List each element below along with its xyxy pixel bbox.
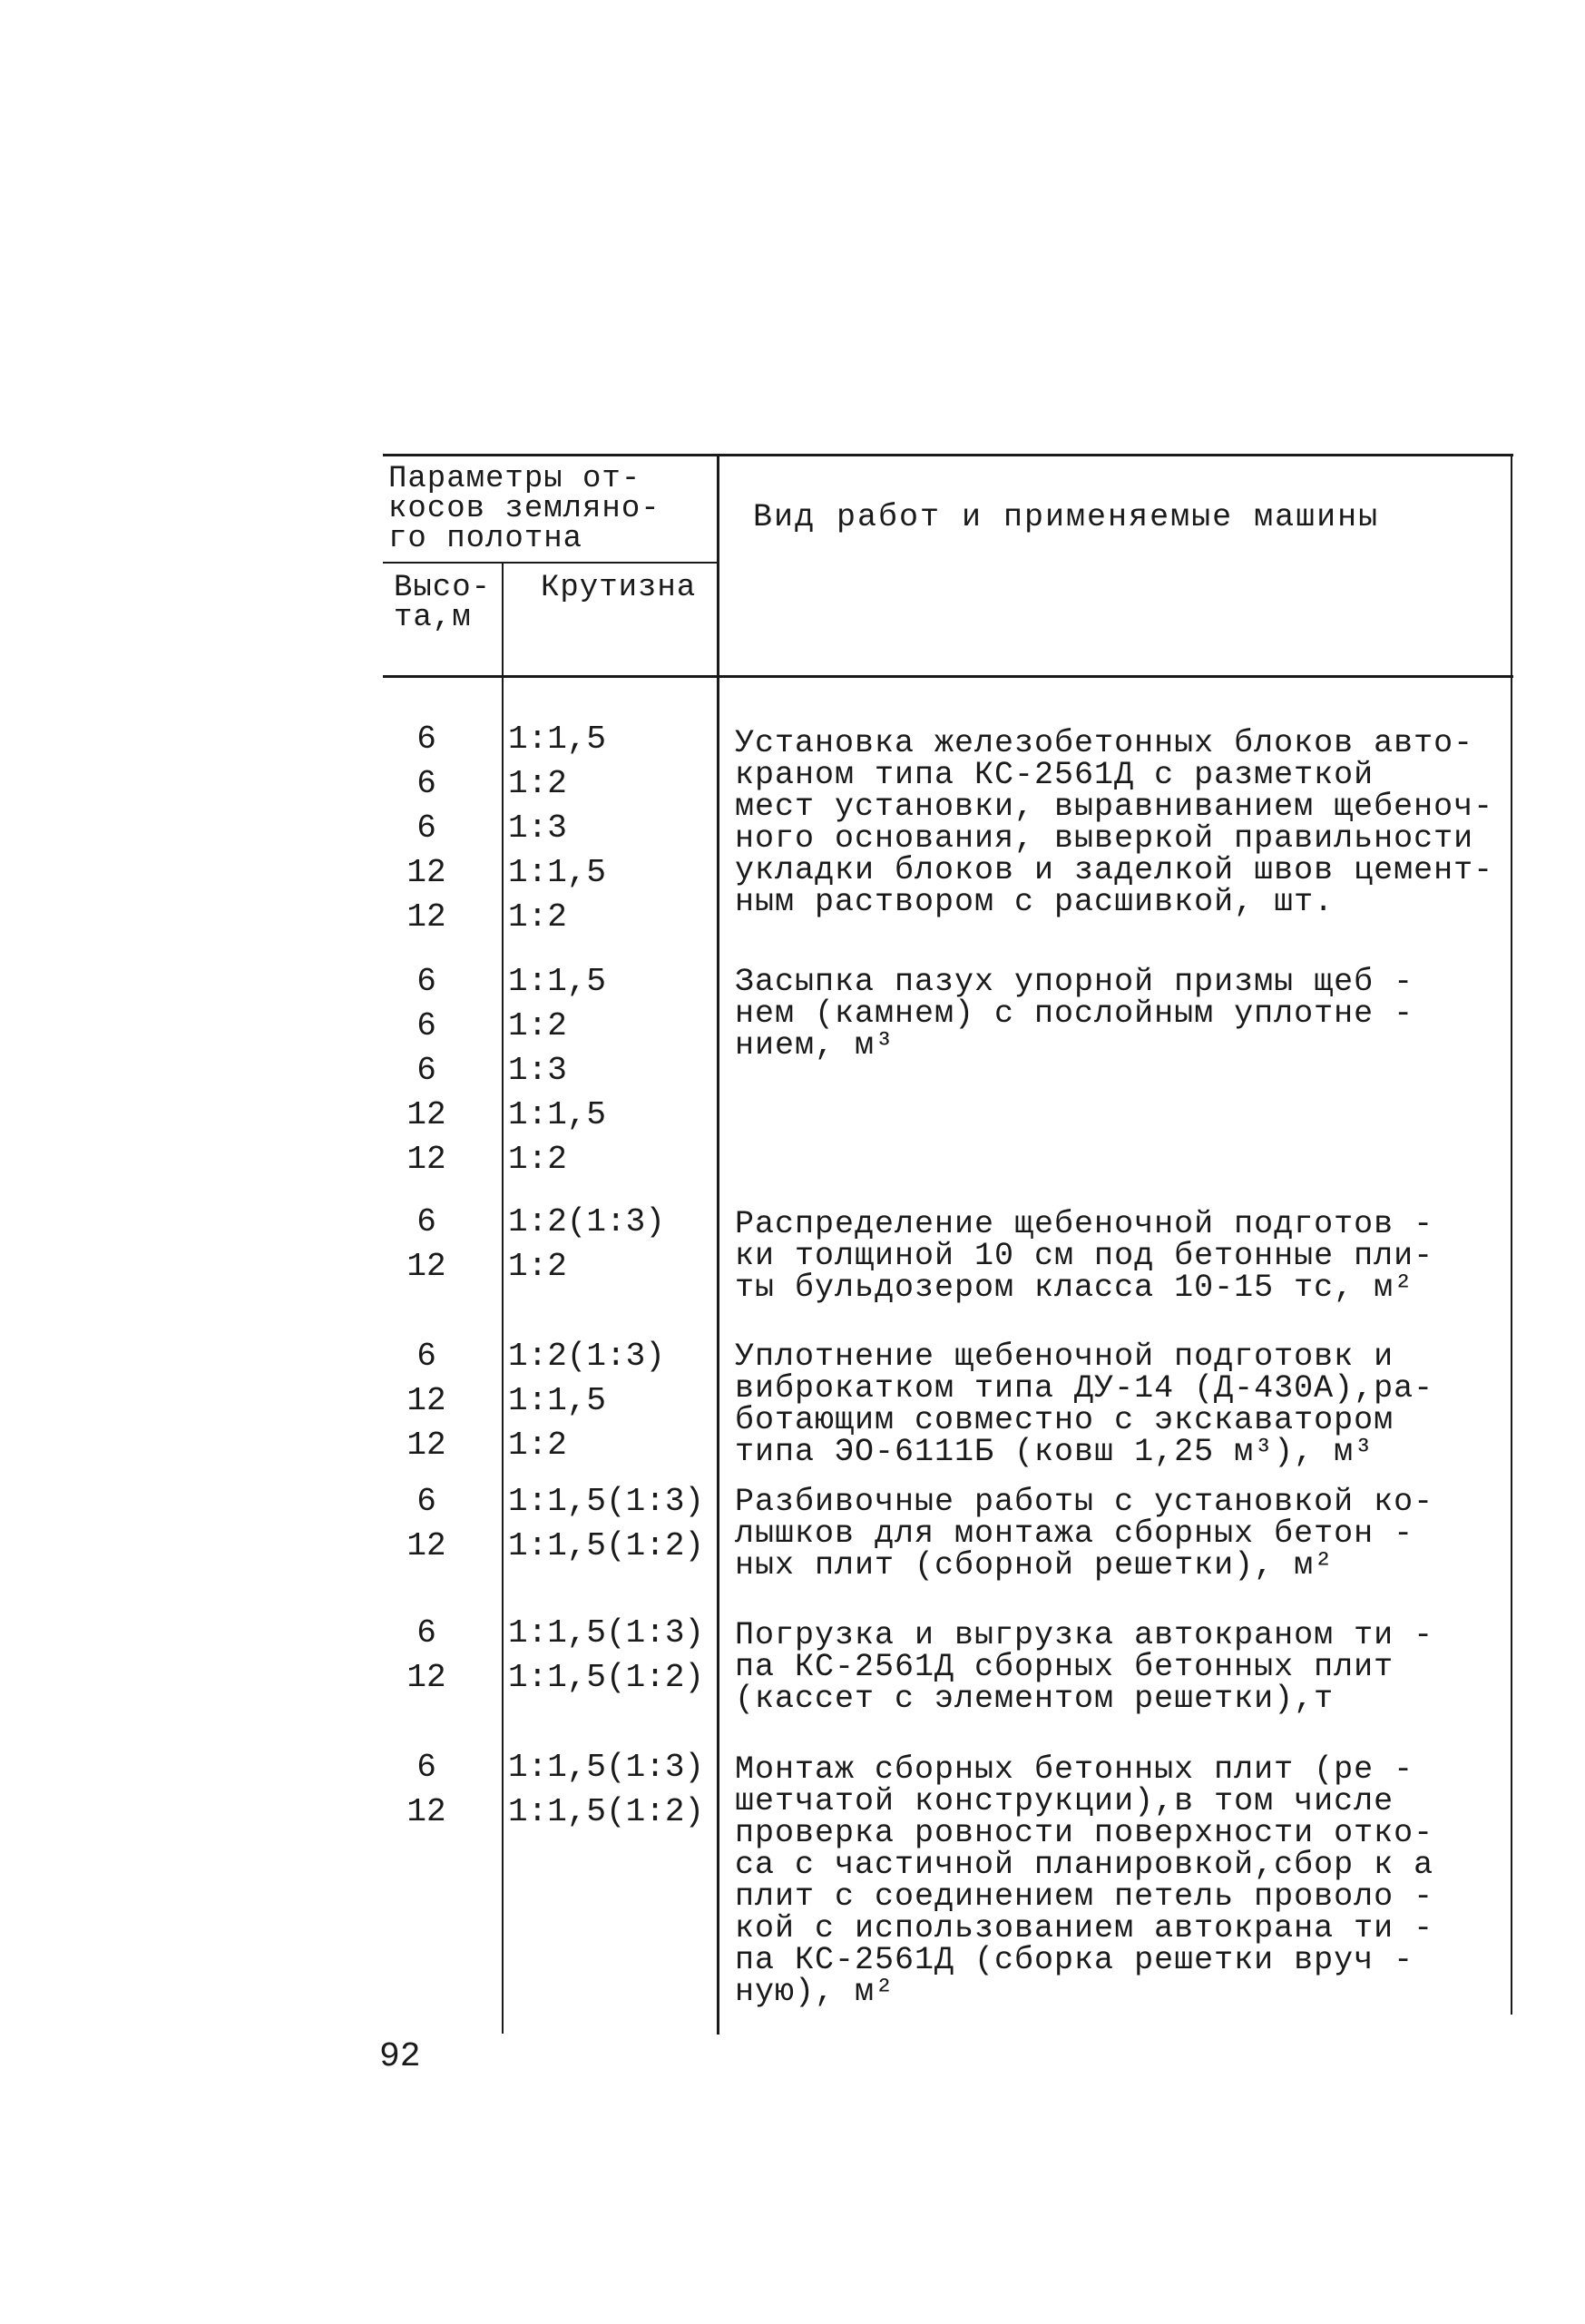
height-value: 12 bbox=[406, 898, 446, 936]
work-description bbox=[735, 966, 1515, 1062]
slope-value: 1:1,5(1:2) bbox=[508, 1527, 705, 1564]
slope-value: 1:1,5(1:3) bbox=[508, 1749, 705, 1786]
work-description bbox=[735, 1617, 1515, 1717]
slope-value: 1:1,5 bbox=[508, 721, 607, 758]
slope-value: 1:1,5(1:2) bbox=[508, 1793, 705, 1830]
height-value: 12 bbox=[406, 1793, 446, 1830]
description-line: мест установки, выравниванием щебеноч- bbox=[735, 789, 1494, 825]
description-line: кой с использованием автокрана ти - bbox=[735, 1910, 1434, 1946]
slope-value: 1:3 bbox=[508, 809, 567, 847]
description-line: плит с соединением петель проволо - bbox=[735, 1878, 1434, 1915]
height-value: 6 bbox=[416, 1052, 436, 1089]
height-value: 6 bbox=[416, 765, 436, 802]
height-value: 6 bbox=[416, 1749, 436, 1786]
description-line: Установка железобетонных блоков авто- bbox=[735, 725, 1474, 761]
slope-value: 1:1,5 bbox=[508, 1096, 607, 1133]
header-params-line: косов земляно- bbox=[388, 492, 660, 526]
description-line: Распределение щебеночной подготов - bbox=[735, 1206, 1434, 1242]
height-value: 6 bbox=[416, 1483, 436, 1520]
height-value: 6 bbox=[416, 1007, 436, 1044]
height-cell bbox=[381, 717, 472, 939]
height-value: 12 bbox=[406, 1382, 446, 1419]
description-line: Засыпка пазух упорной призмы щеб - bbox=[735, 964, 1414, 1000]
slope-value: 1:1,5 bbox=[508, 1382, 607, 1419]
header-height-line: та,м bbox=[394, 601, 472, 635]
slope-value: 1:1,5 bbox=[508, 963, 607, 1000]
description-line: виброкатком типа ДУ-14 (Д-430А),ра- bbox=[735, 1370, 1434, 1407]
header-height-line: Высо- bbox=[394, 571, 492, 605]
header-slope: Крутизна bbox=[541, 571, 697, 605]
slope-cell bbox=[508, 959, 735, 1182]
description-line: Монтаж сборных бетонных плит (ре - bbox=[735, 1751, 1414, 1788]
description-line: лышков для монтажа сборных бетон - bbox=[735, 1515, 1414, 1552]
slope-cell bbox=[508, 1479, 735, 1568]
description-line: са с частичной планировкой,сбор к а bbox=[735, 1847, 1434, 1883]
height-value: 6 bbox=[416, 1338, 436, 1375]
height-value: 12 bbox=[406, 1659, 446, 1696]
slope-value: 1:2 bbox=[508, 1141, 567, 1178]
height-value: 6 bbox=[416, 963, 436, 1000]
height-value: 6 bbox=[416, 1614, 436, 1652]
height-value: 12 bbox=[406, 1527, 446, 1564]
slope-value: 1:1,5 bbox=[508, 854, 607, 891]
description-line: шетчатой конструкции),в том числе bbox=[735, 1783, 1394, 1819]
description-line: ную), м² bbox=[735, 1974, 895, 2010]
header-slope-parameters bbox=[388, 462, 715, 556]
description-line: типа ЭО-6111Б (ковш 1,25 м³), м³ bbox=[735, 1434, 1375, 1470]
description-line: ботающим совместно с экскаватором bbox=[735, 1402, 1394, 1438]
work-description bbox=[735, 1206, 1515, 1306]
slope-cell bbox=[508, 1334, 735, 1467]
header-params-divider bbox=[383, 562, 717, 564]
work-description bbox=[735, 725, 1515, 920]
height-cell bbox=[381, 959, 472, 1182]
description-line: ным раствором с расшивкой, шт. bbox=[735, 884, 1335, 920]
slope-value: 1:2 bbox=[508, 898, 567, 936]
slope-cell bbox=[508, 1200, 735, 1289]
slope-cell bbox=[508, 717, 735, 939]
height-cell bbox=[381, 1200, 472, 1289]
description-line: Погрузка и выгрузка автокраном ти - bbox=[735, 1617, 1434, 1653]
header-bottom-rule bbox=[383, 675, 1513, 678]
description-line: укладки блоков и заделкой швов цемент- bbox=[735, 852, 1494, 888]
height-value: 12 bbox=[406, 854, 446, 891]
header-work-type: Вид работ и применяемые машины bbox=[753, 499, 1380, 535]
header-height bbox=[394, 571, 503, 635]
description-line: ты бульдозером класса 10-15 тс, м² bbox=[735, 1270, 1414, 1306]
height-cell bbox=[381, 1745, 472, 1834]
height-value: 12 bbox=[406, 1248, 446, 1285]
description-line: па КС-2561Д сборных бетонных плит bbox=[735, 1649, 1394, 1685]
description-line: па КС-2561Д (сборка решетки вруч - bbox=[735, 1942, 1414, 1978]
description-line: проверка ровности поверхности отко- bbox=[735, 1815, 1434, 1851]
header-params-line: го полотна bbox=[388, 522, 583, 556]
description-line: ки толщиной 10 см под бетонные пли- bbox=[735, 1238, 1434, 1274]
slope-value: 1:2 bbox=[508, 1427, 567, 1464]
table-top-rule bbox=[383, 454, 1513, 456]
slope-value: 1:2(1:3) bbox=[508, 1203, 665, 1240]
slope-cell bbox=[508, 1611, 735, 1700]
height-value: 12 bbox=[406, 1141, 446, 1178]
slope-value: 1:2 bbox=[508, 765, 567, 802]
slope-value: 1:1,5(1:2) bbox=[508, 1659, 705, 1696]
slope-value: 1:2(1:3) bbox=[508, 1338, 665, 1375]
work-description bbox=[735, 1751, 1515, 2010]
slope-cell bbox=[508, 1745, 735, 1834]
header-params-line: Параметры от- bbox=[388, 462, 641, 496]
slope-value: 1:1,5(1:3) bbox=[508, 1483, 705, 1520]
slope-value: 1:1,5(1:3) bbox=[508, 1614, 705, 1652]
description-line: Уплотнение щебеночной подготовк и bbox=[735, 1339, 1394, 1375]
height-cell bbox=[381, 1334, 472, 1467]
height-value: 6 bbox=[416, 721, 436, 758]
work-description bbox=[735, 1486, 1515, 1582]
slope-value: 1:3 bbox=[508, 1052, 567, 1089]
description-line: ных плит (сборной решетки), м² bbox=[735, 1547, 1335, 1584]
description-line: нем (камнем) с послойным уплотне - bbox=[735, 995, 1414, 1032]
slope-value: 1:2 bbox=[508, 1007, 567, 1044]
height-value: 6 bbox=[416, 809, 436, 847]
height-value: 12 bbox=[406, 1427, 446, 1464]
height-cell bbox=[381, 1479, 472, 1568]
description-line: ного основания, выверкой правильности bbox=[735, 820, 1474, 857]
description-line: Разбивочные работы с установкой ко- bbox=[735, 1484, 1434, 1520]
slope-value: 1:2 bbox=[508, 1248, 567, 1285]
description-line: нием, м³ bbox=[735, 1027, 895, 1064]
height-value: 12 bbox=[406, 1096, 446, 1133]
work-description bbox=[735, 1341, 1515, 1468]
page-number: 92 bbox=[379, 2037, 421, 2076]
height-cell bbox=[381, 1611, 472, 1700]
height-value: 6 bbox=[416, 1203, 436, 1240]
column-divider-height bbox=[502, 564, 504, 2034]
description-line: (кассет с элементом решетки),т bbox=[735, 1681, 1335, 1717]
description-line: краном типа КС-2561Д с разметкой bbox=[735, 757, 1375, 793]
